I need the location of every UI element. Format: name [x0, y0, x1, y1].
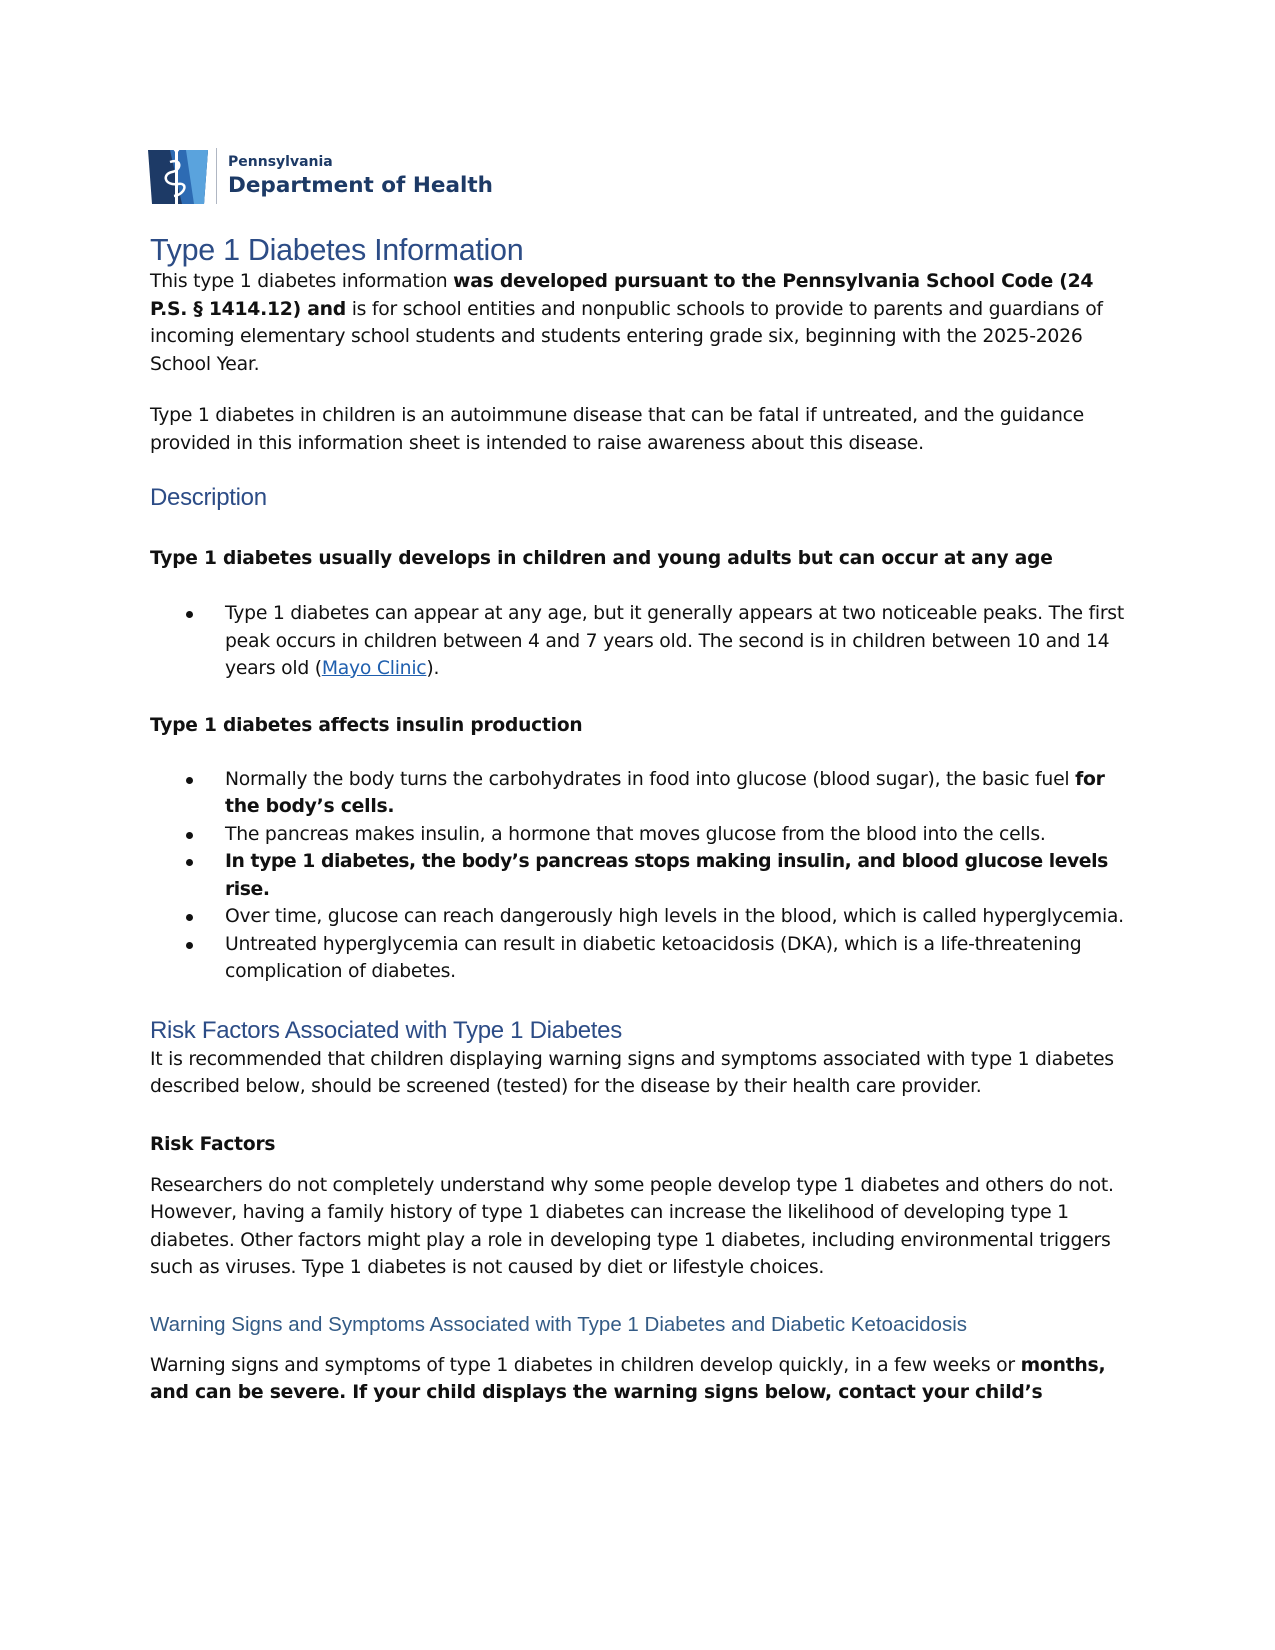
bullet-icon: [186, 942, 193, 949]
description-list-1: [150, 600, 1130, 683]
description-list-2: [150, 766, 1130, 986]
bullet-icon: [186, 832, 193, 839]
bullet-icon: [186, 777, 193, 784]
section-heading-warning-signs: Warning Signs and Symptoms Associated with Type 1 Diabetes and Diabetic Ketoacidosis: [150, 1312, 968, 1336]
list-item-text: Over time, glucose can reach dangerously high levels in the blood, which is called hyperglycemia.: [225, 906, 1124, 927]
list-item-text: Type 1 diabetes can appear at any age, but it generally appears at two noticeable peaks. The first peak occurs in children between 4 and 7 years old. The second is in children between 10 and 14 years old (: [225, 603, 1124, 679]
mayo-clinic-link[interactable]: Mayo Clinic: [321, 658, 427, 679]
page-title: Type 1 Diabetes Information: [150, 233, 524, 267]
bullet-icon: [186, 914, 193, 921]
logo-divider: [216, 148, 217, 204]
risk-paragraph: Researchers do not completely understand why some people develop type 1 diabetes and others do not. However, having a family history of type 1 diabetes can increase the likelihood of developing type 1 diabetes. Other factors might play a role in developing type 1 diabetes, including environmental triggers such as viruses. Type 1 diabetes is not caused by diet or lifestyle choices.: [150, 1174, 1114, 1278]
list-item-text: The pancreas makes insulin, a hormone that moves glucose from the blood into the cells.: [225, 823, 1046, 845]
list-item-text: Untreated hyperglycemia can result in diabetic ketoacidosis (DKA), which is a life-threatening complication of diabetes.: [225, 933, 1082, 982]
section-heading-risk-factors: Risk Factors Associated with Type 1 Diabetes: [150, 1016, 622, 1044]
logo-line-2: Department of Health: [228, 173, 493, 198]
list-item-text-end: ).: [426, 658, 440, 679]
intro-paragraph-1: [150, 268, 1130, 378]
list-item-text: Normally the body turns the carbohydrates in food into glucose (blood sugar), the basic fuel: [225, 768, 1076, 790]
intro-text-start: This type 1 diabetes information: [150, 271, 454, 292]
list-item: [150, 766, 1130, 821]
description-subheading-1: Type 1 diabetes usually develops in children and young adults but can occur at any age: [150, 548, 1053, 569]
list-item-bold: In type 1 diabetes, the body’s pancreas stops making insulin, and blood glucose levels rise.: [225, 851, 1108, 900]
bullet-icon: [186, 611, 193, 618]
document-body: [150, 232, 1130, 1407]
list-item-bold: for the body’s cells.: [225, 768, 1105, 817]
warning-paragraph: [150, 1352, 1130, 1407]
list-item: [150, 821, 1130, 849]
intro-text-bold: was developed pursuant to the Pennsylvania School Code (24 P.S. § 1414.12) and: [150, 271, 1094, 320]
warning-text-start: Warning signs and symptoms of type 1 diabetes in children develop quickly, in a few weeks or: [150, 1354, 1021, 1376]
warning-text-bold: months, and can be severe. If your child displays the warning signs below, contact your child’s: [150, 1354, 1106, 1403]
list-item: [150, 931, 1130, 986]
pa-doh-logo: [148, 146, 493, 206]
intro-paragraph-2: Type 1 diabetes in children is an autoimmune disease that can be fatal if untreated, and the guidance provided in this information sheet is intended to raise awareness about this disease.: [150, 405, 1084, 454]
section-heading-description: Description: [150, 484, 267, 511]
description-subheading-2: Type 1 diabetes affects insulin production: [150, 714, 583, 736]
list-item: [150, 903, 1130, 931]
risk-subheading: Risk Factors: [150, 1133, 276, 1155]
list-item: [150, 600, 1130, 683]
logo-line-1: Pennsylvania: [228, 154, 333, 170]
keystone-logo-icon: [148, 146, 208, 206]
list-item: [150, 848, 1130, 903]
bullet-icon: [186, 859, 193, 866]
intro-text-end: is for school entities and nonpublic schools to provide to parents and guardians of incoming elementary school students and students entering grade six, beginning with the 2025-2026 School Year.: [150, 298, 1103, 375]
risk-intro-paragraph: It is recommended that children displaying warning signs and symptoms associated with type 1 diabetes described below, should be screened (tested) for the disease by their health care provider.: [150, 1048, 1114, 1097]
